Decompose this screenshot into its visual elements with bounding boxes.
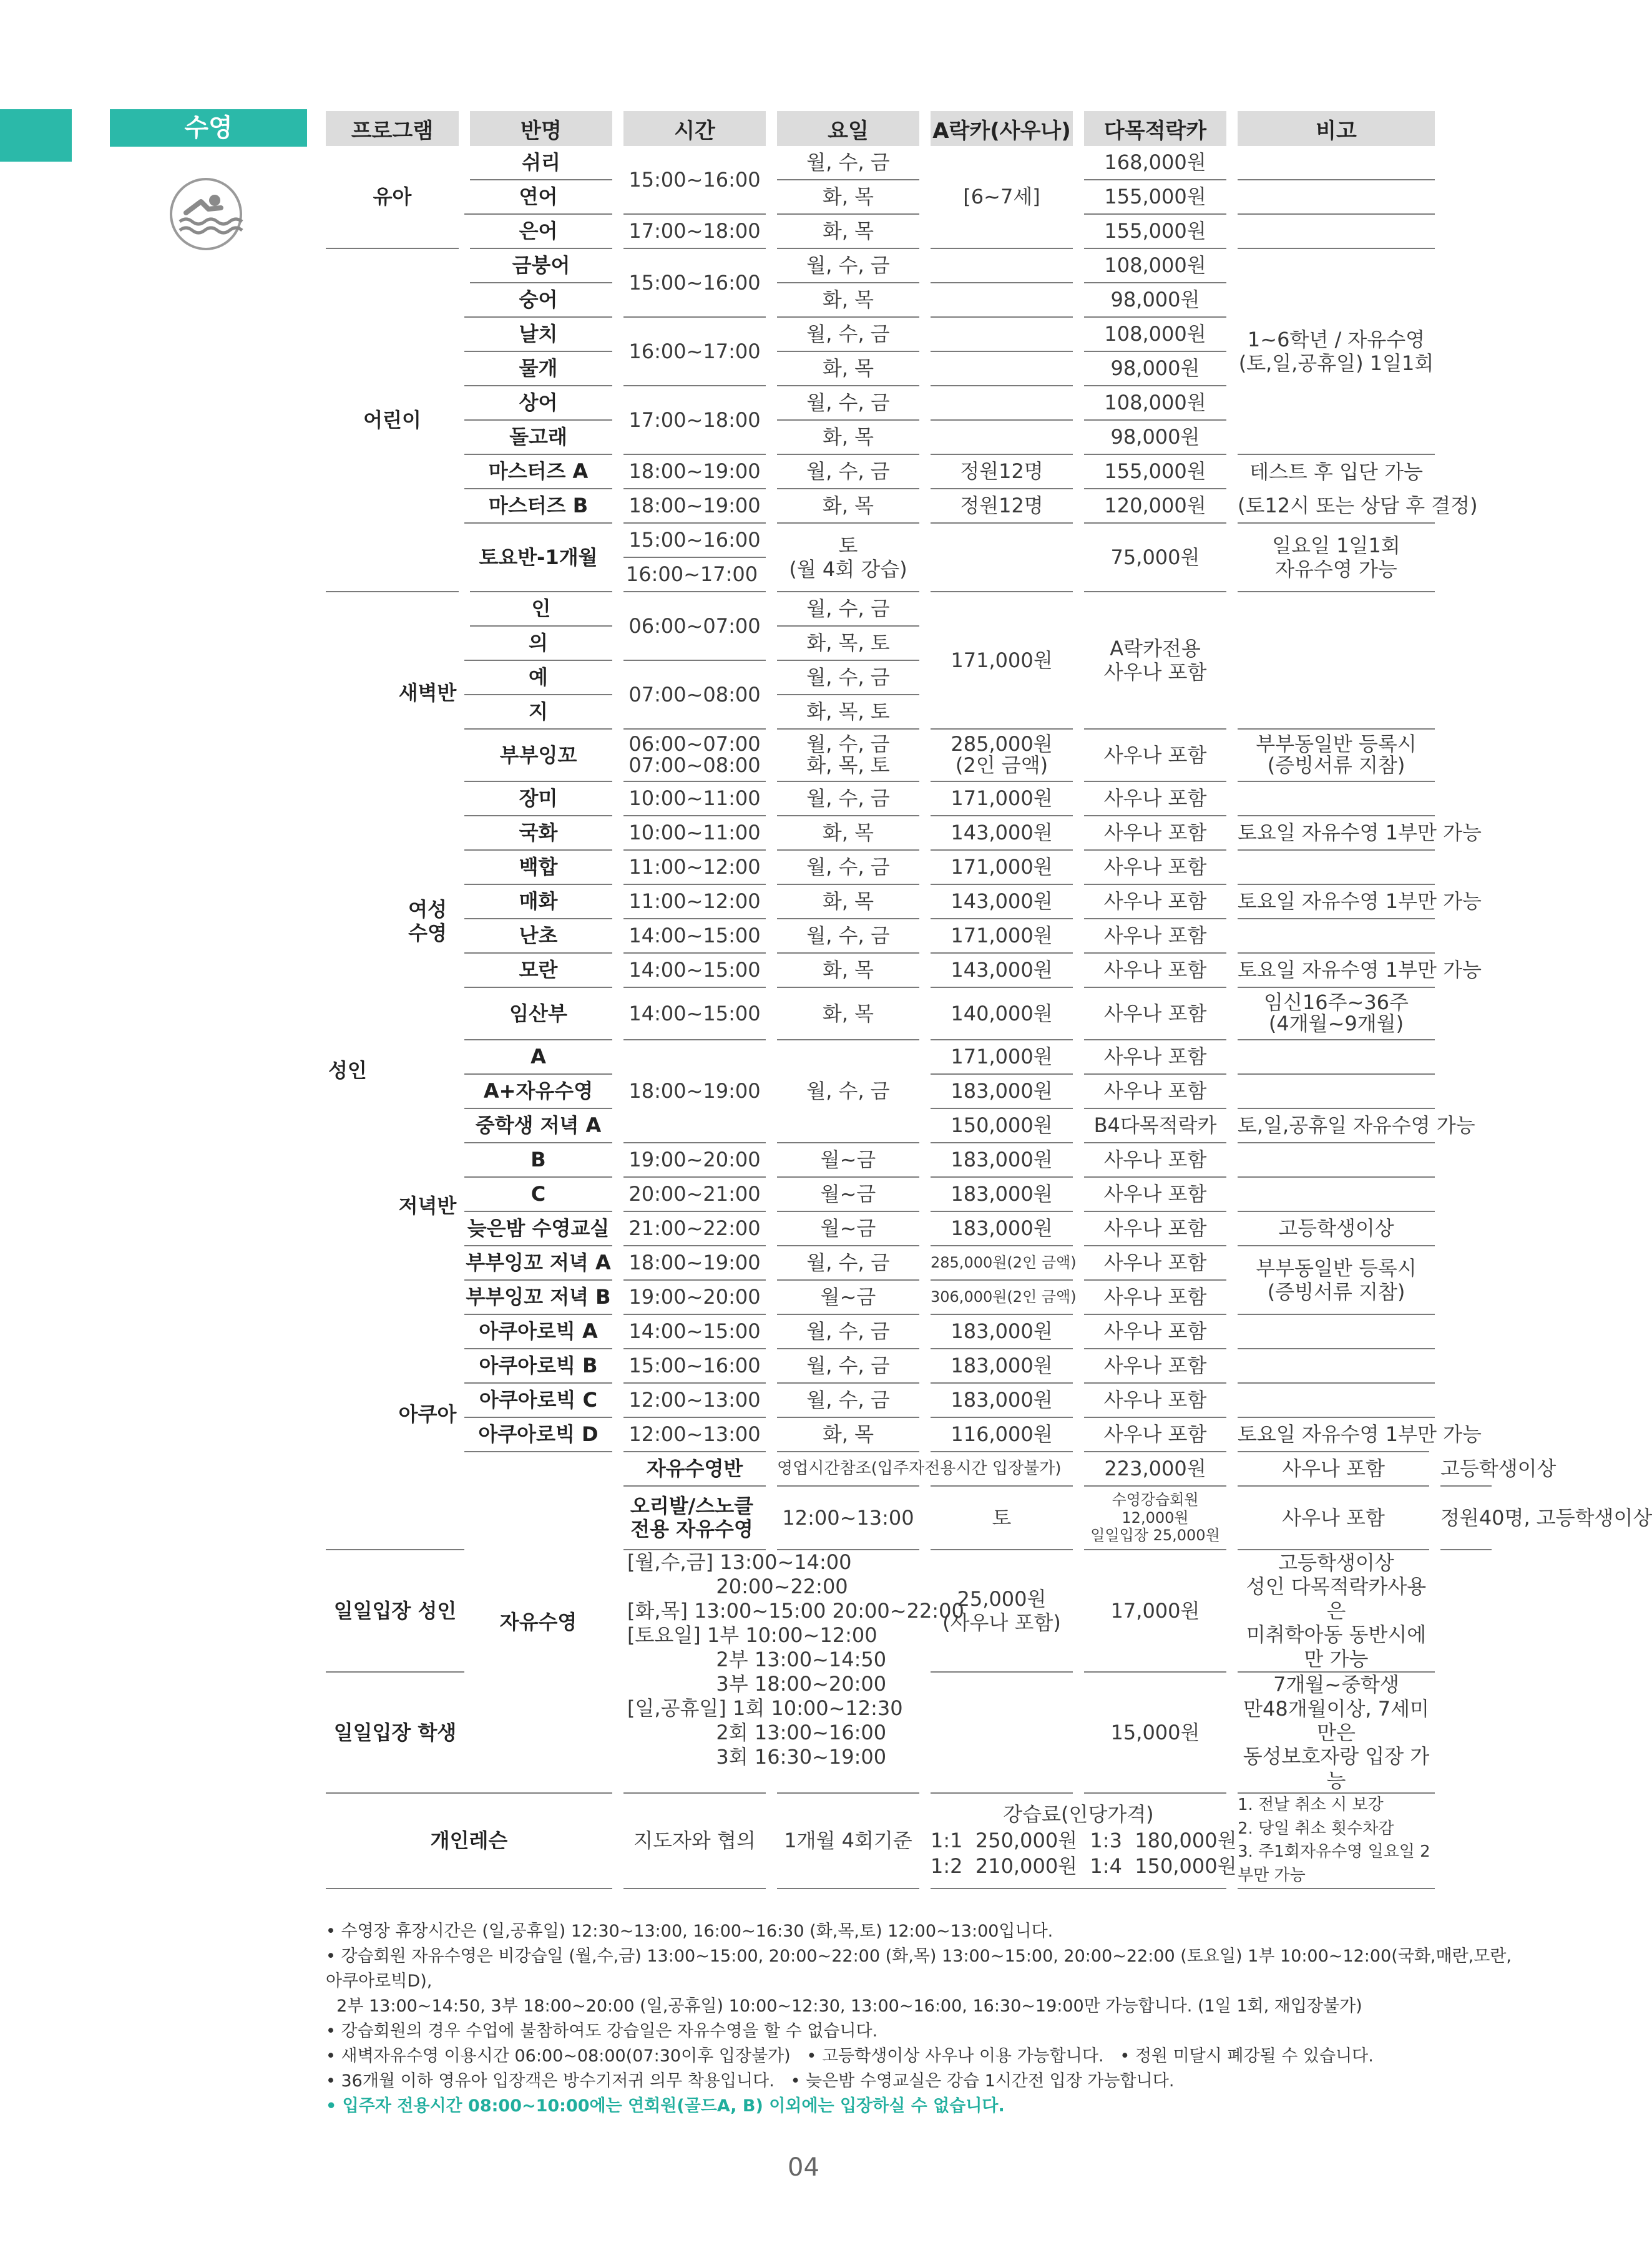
multi-locker-price: 사우나 포함: [1078, 1143, 1232, 1177]
class-days: 월, 수, 금: [771, 454, 925, 489]
class-days: 월, 수, 금: [771, 660, 925, 695]
table-row: [326, 146, 1492, 180]
class-time: 19:00~20:00: [618, 1280, 771, 1314]
a-locker-price: 183,000원: [925, 1143, 1078, 1177]
class-time: 12:00~13:00: [618, 1383, 771, 1417]
class-days: 월, 수, 금: [771, 1349, 925, 1383]
multi-locker-price: 사우나 포함: [1232, 1452, 1435, 1486]
table-row: [326, 953, 1492, 987]
class-days: 월, 수, 금: [771, 386, 925, 420]
multi-locker-price: B4다목적락카: [1078, 1108, 1232, 1143]
class-time: 17:00~18:00: [618, 386, 771, 454]
a-locker-price: 171,000원: [925, 592, 1078, 729]
class-name: 은어: [464, 214, 618, 248]
multi-locker-price: 155,000원: [1078, 454, 1232, 489]
a-locker-price: 116,000원: [925, 1417, 1078, 1452]
class-days: 월, 수, 금: [771, 1314, 925, 1349]
class-days: 화, 목: [771, 214, 925, 248]
table-row: [326, 987, 1492, 1040]
class-note: 부부동일반 등록시 (증빙서류 지참): [1232, 729, 1435, 781]
header-program: 프로그램: [326, 111, 464, 146]
swim-schedule-table: [326, 111, 1652, 1889]
category-evening: 저녁반: [398, 1194, 457, 1218]
highlight-note: • 입주자 전용시간 08:00~10:00에는 연회원(골드A, B) 이외에는 입장하실 수 없습니다.: [326, 2096, 1005, 2116]
a-locker-price: [925, 1672, 1078, 1793]
a-locker-price: 183,000원: [925, 1383, 1078, 1417]
multi-locker-price: 사우나 포함: [1078, 729, 1232, 781]
class-days: 월, 수, 금: [771, 248, 925, 283]
category-aqua: 아쿠아: [398, 1402, 457, 1426]
class-name: C: [464, 1177, 618, 1211]
a-locker-price: 140,000원: [925, 987, 1078, 1040]
multi-locker-price: 사우나 포함: [1078, 1246, 1232, 1280]
category-adult-label: 성인: [328, 1058, 367, 1083]
a-locker-price: 285,000원 (2인 금액): [925, 729, 1078, 781]
a-locker-price: [925, 420, 1078, 454]
class-time: 14:00~15:00: [618, 1314, 771, 1349]
a-locker-price: 25,000원 (사우나 포함): [925, 1550, 1078, 1672]
multi-locker-price: 사우나 포함: [1078, 781, 1232, 816]
table-row: [326, 523, 1492, 557]
table-row: [326, 1143, 1492, 1177]
note-line: • 36개월 이하 영유아 입장객은 방수기저귀 의무 착용입니다. • 늦은밤 수영교실은 강습 1시간전 입장 가능합니다.: [326, 2071, 1175, 2091]
multi-locker-price: 108,000원: [1078, 317, 1232, 351]
class-time: 14:00~15:00: [618, 953, 771, 987]
class-days: 화, 목, 토: [771, 626, 925, 660]
class-name: 매화: [464, 884, 618, 919]
class-days: 월, 수, 금: [771, 317, 925, 351]
class-note: 테스트 후 입단 가능: [1232, 454, 1435, 489]
class-note: 토요일 자유수영 1부만 가능: [1232, 1417, 1435, 1452]
class-note: [1232, 1040, 1435, 1074]
class-time: 11:00~12:00: [618, 884, 771, 919]
class-days: 월, 수, 금: [771, 919, 925, 953]
class-note: 임신16주~36주 (4개월~9개월): [1232, 987, 1435, 1040]
class-note: [1232, 850, 1435, 884]
class-note: 1~6학년 / 자유수영 (토,일,공휴일) 1일1회: [1232, 248, 1435, 454]
note-line: • 새벽자유수영 이용시간 06:00~08:00(07:30이후 입장불가) • 고등학생이상 사우나 이용 가능합니다. • 정원 미달시 폐강될 수 있습니다.: [326, 2046, 1374, 2066]
class-note: 정원40명, 고등학생이상: [1435, 1486, 1492, 1550]
a-locker-price: 171,000원: [925, 850, 1078, 884]
class-name: 인: [464, 592, 618, 626]
multi-locker-price: 사우나 포함: [1078, 816, 1232, 850]
multi-locker-price: 사우나 포함: [1078, 884, 1232, 919]
a-locker-price: 정원12명: [925, 454, 1078, 489]
table-row: [326, 489, 1492, 523]
class-time: 18:00~19:00: [618, 1246, 771, 1280]
class-name: 장미: [464, 781, 618, 816]
class-name: 금붕어: [464, 248, 618, 283]
class-note: [1232, 592, 1435, 729]
header-a-locker: A락카(사우나): [925, 111, 1078, 146]
class-name: 의: [464, 626, 618, 660]
multi-locker-price: 사우나 포함: [1078, 987, 1232, 1040]
class-time: 15:00~16:00: [618, 248, 771, 317]
class-days: 월, 수, 금: [771, 1246, 925, 1280]
class-note: 고등학생이상: [1435, 1452, 1492, 1486]
a-locker-price: [6~7세]: [925, 146, 1078, 248]
class-note: [1232, 1349, 1435, 1383]
class-time: 11:00~12:00: [618, 850, 771, 884]
class-time: 지도자와 협의: [618, 1793, 771, 1889]
class-name: A: [464, 1040, 618, 1074]
a-locker-price: 183,000원: [925, 1314, 1078, 1349]
multi-locker-price: 사우나 포함: [1078, 1280, 1232, 1314]
table-row: [326, 1314, 1492, 1349]
class-days: 월~금: [771, 1177, 925, 1211]
class-note: [1232, 180, 1435, 214]
page-edge-tab: [0, 109, 72, 162]
class-time: 3부 18:00~20:00 [일,공휴일] 1회 10:00~12:30 2회 13:00~16:00 3회 16:30~19:00: [618, 1672, 925, 1793]
category-private-lesson: 개인레슨: [326, 1793, 618, 1889]
multi-locker-price: 사우나 포함: [1078, 1349, 1232, 1383]
class-name: 돌고래: [464, 420, 618, 454]
class-name: 연어: [464, 180, 618, 214]
class-note: 부부동일반 등록시 (증빙서류 지참): [1232, 1246, 1435, 1314]
class-time: 15:00~16:00: [618, 146, 771, 214]
class-time: 15:00~16:00: [618, 523, 771, 557]
table-row: [326, 884, 1492, 919]
class-name: 물개: [464, 351, 618, 386]
class-days: 월~금: [771, 1143, 925, 1177]
class-note: 토요일 자유수영 1부만 가능: [1232, 953, 1435, 987]
class-time: 07:00~08:00: [618, 660, 771, 729]
a-locker-price: 223,000원: [1078, 1452, 1232, 1486]
class-time: 18:00~19:00: [618, 454, 771, 489]
class-days: 토: [925, 1486, 1078, 1550]
class-days: 월, 수, 금: [771, 146, 925, 180]
a-locker-price: 183,000원: [925, 1074, 1078, 1108]
table-row: [326, 1383, 1492, 1417]
a-locker-price: [925, 317, 1078, 351]
multi-locker-price: 15,000원: [1078, 1672, 1232, 1793]
class-name: 지: [464, 695, 618, 729]
a-locker-price: 183,000원: [925, 1349, 1078, 1383]
a-locker-price: 143,000원: [925, 816, 1078, 850]
class-name: 부부잉꼬 저녁 A: [464, 1246, 618, 1280]
table-row: [326, 1040, 1492, 1074]
multi-locker-price: 98,000원: [1078, 283, 1232, 317]
table-row: [326, 1349, 1492, 1383]
a-locker-price: [925, 386, 1078, 420]
a-locker-price: 306,000원(2인 금액): [925, 1280, 1078, 1314]
header-days: 요일: [771, 111, 925, 146]
table-row: [326, 1793, 1492, 1889]
a-locker-price: 강습료(인당가격) 1:1 250,000원 1:3 180,000원 1:2 210,000원 1:4 150,000원: [925, 1793, 1232, 1889]
multi-locker-price: 98,000원: [1078, 351, 1232, 386]
notes-section: [326, 1919, 1512, 2119]
class-time: 18:00~19:00: [618, 1040, 771, 1143]
a-locker-price: 171,000원: [925, 781, 1078, 816]
class-time: 19:00~20:00: [618, 1143, 771, 1177]
class-name: B: [464, 1143, 618, 1177]
class-name: 모란: [464, 953, 618, 987]
class-name: 국화: [464, 816, 618, 850]
table-row: [326, 592, 1492, 626]
table-row: [326, 781, 1492, 816]
a-locker-price: 150,000원: [925, 1108, 1078, 1143]
class-note: [1232, 1143, 1435, 1177]
class-name: 상어: [464, 386, 618, 420]
category-child: 어린이: [326, 248, 464, 592]
class-name: 일일입장 학생: [326, 1672, 464, 1793]
class-time: 06:00~07:00: [618, 592, 771, 660]
class-days: 화, 목: [771, 884, 925, 919]
class-note: 토요일 자유수영 1부만 가능: [1232, 884, 1435, 919]
class-name: 아쿠아로빅 A: [464, 1314, 618, 1349]
header-multi-locker: 다목적락카: [1078, 111, 1232, 146]
a-locker-price: 수영강습회원 12,000원 일일입장 25,000원: [1078, 1486, 1232, 1550]
class-note: 토요일 자유수영 1부만 가능: [1232, 816, 1435, 850]
class-note: 1. 전날 취소 시 보강 2. 당일 취소 횟수차감 3. 주1회자유수영 일요일 2부만 가능: [1232, 1793, 1435, 1889]
class-time: [월,수,금] 13:00~14:00 20:00~22:00 [화,목] 13:00~15:00 20:00~22:00 [토요일] 1부 10:00~12:00 2부 13:00~14:50: [618, 1550, 925, 1672]
class-name: 날치: [464, 317, 618, 351]
class-days: 화, 목: [771, 816, 925, 850]
multi-locker-price: 사우나 포함: [1078, 1211, 1232, 1246]
multi-locker-price: 155,000원: [1078, 180, 1232, 214]
multi-locker-price: A락카전용 사우나 포함: [1078, 592, 1232, 729]
multi-locker-price: 사우나 포함: [1078, 919, 1232, 953]
class-note: [1232, 1383, 1435, 1417]
class-time: 10:00~11:00: [618, 781, 771, 816]
table-row: [326, 919, 1492, 953]
class-name: 부부잉꼬: [464, 729, 618, 781]
class-name: 아쿠아로빅 B: [464, 1349, 618, 1383]
class-name: 백합: [464, 850, 618, 884]
category-free-swim: 자유수영: [464, 1452, 618, 1793]
header-note: 비고: [1232, 111, 1435, 146]
class-name: 오리발/스노클 전용 자유수영: [618, 1486, 771, 1550]
class-time: 영업시간참조(입주자전용시간 입장불가): [771, 1452, 1078, 1486]
multi-locker-price: 사우나 포함: [1078, 850, 1232, 884]
multi-locker-price: 사우나 포함: [1232, 1486, 1435, 1550]
section-title: 수영: [110, 109, 307, 147]
class-time: 18:00~19:00: [618, 489, 771, 523]
a-locker-price: 171,000원: [925, 1040, 1078, 1074]
table-row: [326, 1246, 1492, 1280]
category-dawn: 새벽반: [398, 681, 457, 705]
class-days: 월, 수, 금: [771, 592, 925, 626]
swimmer-icon: [169, 177, 243, 252]
class-days: 화, 목: [771, 180, 925, 214]
class-time: 14:00~15:00: [618, 919, 771, 953]
note-line: • 수영장 휴장시간은 (일,공휴일) 12:30~13:00, 16:00~16:30 (화,목,토) 12:00~13:00입니다.: [326, 1922, 1053, 1941]
class-days: 월, 수, 금: [771, 781, 925, 816]
note-line: 2부 13:00~14:50, 3부 18:00~20:00 (일,공휴일) 10:00~12:30, 13:00~16:00, 16:30~19:00만 가능합니다. (1일 1회, 재입장불가): [326, 1996, 1362, 2016]
multi-locker-price: 108,000원: [1078, 386, 1232, 420]
class-days: 화, 목: [771, 420, 925, 454]
multi-locker-price: 사우나 포함: [1078, 953, 1232, 987]
multi-locker-price: 120,000원: [1078, 489, 1232, 523]
class-note: 일요일 1일1회 자유수영 가능: [1232, 523, 1435, 592]
a-locker-price: 285,000원(2인 금액): [925, 1246, 1078, 1280]
class-note: [1232, 1314, 1435, 1349]
table-row: [326, 816, 1492, 850]
class-days: 월, 수, 금: [771, 1383, 925, 1417]
class-note: [1232, 1074, 1435, 1108]
class-name: 쉬리: [464, 146, 618, 180]
multi-locker-price: 155,000원: [1078, 214, 1232, 248]
class-name: 아쿠아로빅 D: [464, 1417, 618, 1452]
class-days: 화, 목: [771, 351, 925, 386]
class-note: (토12시 또는 상담 후 결정): [1232, 489, 1435, 523]
multi-locker-price: 사우나 포함: [1078, 1383, 1232, 1417]
table-row: [326, 180, 1492, 214]
class-note: [1232, 781, 1435, 816]
class-days: 화, 목: [771, 1417, 925, 1452]
table-row: [326, 1211, 1492, 1246]
class-time: 14:00~15:00: [618, 987, 771, 1040]
class-days: 월, 수, 금 화, 목, 토: [771, 729, 925, 781]
a-locker-price: [925, 351, 1078, 386]
class-days: 화, 목: [771, 489, 925, 523]
table-row: [326, 729, 1492, 781]
a-locker-price: 143,000원: [925, 953, 1078, 987]
class-time: 17:00~18:00: [618, 214, 771, 248]
a-locker-price: 정원12명: [925, 489, 1078, 523]
class-name: 마스터즈 A: [464, 454, 618, 489]
class-days: 토 (월 4회 강습): [771, 523, 925, 592]
class-time: 16:00~17:00: [618, 557, 771, 592]
class-time: 20:00~21:00: [618, 1177, 771, 1211]
class-time: 16:00~17:00: [618, 317, 771, 386]
class-name: 자유수영반: [618, 1452, 771, 1486]
class-note: [1232, 214, 1435, 248]
multi-locker-price: 17,000원: [1078, 1550, 1232, 1672]
class-time: 12:00~13:00: [771, 1486, 925, 1550]
table-row: [326, 1177, 1492, 1211]
class-name: 늦은밤 수영교실: [464, 1211, 618, 1246]
class-note: 고등학생이상: [1232, 1211, 1435, 1246]
a-locker-price: 171,000원: [925, 919, 1078, 953]
class-note: 7개월~중학생 만48개월이상, 7세미만은 동성보호자랑 입장 가능: [1232, 1672, 1435, 1793]
class-note: 고등학생이상 성인 다목적락카사용은 미취학아동 동반시에만 가능: [1232, 1550, 1435, 1672]
note-line: • 강습회원의 경우 수업에 불참하여도 강습일은 자유수영을 할 수 없습니다.: [326, 2021, 878, 2041]
multi-locker-price: 사우나 포함: [1078, 1314, 1232, 1349]
class-days: 화, 목, 토: [771, 695, 925, 729]
class-name: 일일입장 성인: [326, 1550, 464, 1672]
table-row: [326, 214, 1492, 248]
class-name: 예: [464, 660, 618, 695]
header-class: 반명: [464, 111, 618, 146]
multi-locker-price: 사우나 포함: [1078, 1040, 1232, 1074]
table-row: [326, 248, 1492, 283]
category-infant: 유아: [326, 146, 464, 248]
a-locker-price: [925, 523, 1078, 592]
a-locker-price: 143,000원: [925, 884, 1078, 919]
table-row: [326, 850, 1492, 884]
class-days: 월~금: [771, 1280, 925, 1314]
class-note: 토,일,공휴일 자유수영 가능: [1232, 1108, 1435, 1143]
category-women: 여성 수영: [408, 897, 447, 946]
class-name: 임산부: [464, 987, 618, 1040]
class-days: 화, 목: [771, 987, 925, 1040]
page-number: 04: [788, 2153, 819, 2182]
class-time: 21:00~22:00: [618, 1211, 771, 1246]
class-name: 아쿠아로빅 C: [464, 1383, 618, 1417]
multi-locker-price: 98,000원: [1078, 420, 1232, 454]
multi-locker-price: 사우나 포함: [1078, 1417, 1232, 1452]
multi-locker-price: 사우나 포함: [1078, 1177, 1232, 1211]
multi-locker-price: 168,000원: [1078, 146, 1232, 180]
a-locker-price: 183,000원: [925, 1211, 1078, 1246]
multi-locker-price: 75,000원: [1078, 523, 1232, 592]
class-name: 마스터즈 B: [464, 489, 618, 523]
class-days: 1개월 4회기준: [771, 1793, 925, 1889]
class-note: [1232, 146, 1435, 180]
multi-locker-price: 108,000원: [1078, 248, 1232, 283]
table-header-row: [326, 111, 1492, 146]
a-locker-price: [925, 283, 1078, 317]
class-name: 중학생 저녁 A: [464, 1108, 618, 1143]
multi-locker-price: 사우나 포함: [1078, 1074, 1232, 1108]
class-time: 12:00~13:00: [618, 1417, 771, 1452]
class-days: 월~금: [771, 1211, 925, 1246]
class-note: [1232, 1177, 1435, 1211]
a-locker-price: 183,000원: [925, 1177, 1078, 1211]
class-time: 15:00~16:00: [618, 1349, 771, 1383]
class-name: 토요반-1개월: [464, 523, 618, 592]
class-days: 화, 목: [771, 283, 925, 317]
class-note: [1232, 919, 1435, 953]
table-row: [326, 1452, 1492, 1486]
class-time: 10:00~11:00: [618, 816, 771, 850]
class-name: 숭어: [464, 283, 618, 317]
a-locker-price: [925, 248, 1078, 283]
header-time: 시간: [618, 111, 771, 146]
class-days: 월, 수, 금: [771, 1040, 925, 1143]
note-line: • 강습회원 자유수영은 비강습일 (월,수,금) 13:00~15:00, 20:00~22:00 (화,목) 13:00~15:00, 20:00~22:00 (토요일) 1부 10:00~12:00(국화,매란,모란,아쿠아로빅D),: [326, 1947, 1512, 1991]
class-name: A+자유수영: [464, 1074, 618, 1108]
class-name: 부부잉꼬 저녁 B: [464, 1280, 618, 1314]
class-time: 06:00~07:00 07:00~08:00: [618, 729, 771, 781]
class-name: 난초: [464, 919, 618, 953]
class-days: 화, 목: [771, 953, 925, 987]
table-row: [326, 454, 1492, 489]
table-row: [326, 1417, 1492, 1452]
class-days: 월, 수, 금: [771, 850, 925, 884]
